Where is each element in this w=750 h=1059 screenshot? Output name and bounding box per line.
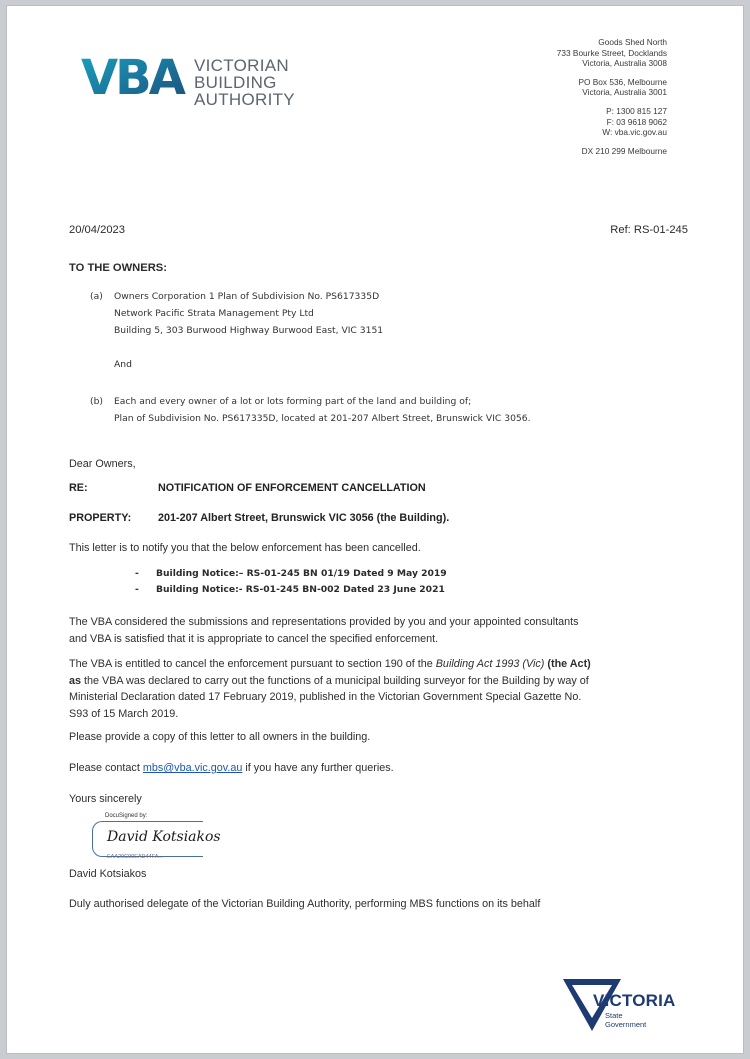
re-label: RE: xyxy=(69,482,88,494)
address-block xyxy=(557,37,667,156)
list-item: - Building Notice:- RS-01-245 BN-002 Dated 23 June 2021 xyxy=(135,584,445,595)
letter-page xyxy=(6,5,744,1054)
contact-paragraph: Please contact mbs@vba.vic.gov.au if you have any further queries. xyxy=(69,762,394,774)
paragraph-1: The VBA considered the submissions and representations provided by you and your appointed consultants and VBA is satisfied that it is appropriate to cancel the specified enforcement. xyxy=(69,616,579,645)
recipient-a-line: Building 5, 303 Burwood Highway Burwood East, VIC 3151 xyxy=(114,325,384,336)
paragraph-3: Please provide a copy of this letter to all owners in the building. xyxy=(69,731,371,743)
recipient-a-line: Owners Corporation 1 Plan of Subdivision No. PS617335D xyxy=(114,291,380,302)
and-text: And xyxy=(114,359,132,370)
contact-details: P: 1300 815 127 F: 03 9618 9062 W: vba.vic.gov.au xyxy=(602,105,667,138)
victoria-wordmark: VICTORIA xyxy=(593,991,676,1010)
recipient-a-line: Network Pacific Strata Management Pty Ltd xyxy=(114,308,314,319)
docusign-header: DocuSigned by: xyxy=(105,813,148,819)
enforcement-list xyxy=(135,566,447,598)
signatory-name: David Kotsiakos xyxy=(69,868,147,880)
property-label: PROPERTY: xyxy=(69,512,132,524)
street-address: Goods Shed North 733 Bourke Street, Docklands Victoria, Australia 3008 xyxy=(556,37,667,69)
to-owners-heading: TO THE OWNERS: xyxy=(69,262,167,274)
letter-date: 20/04/2023 xyxy=(69,224,125,236)
closing: Yours sincerely xyxy=(69,793,142,805)
signature: David Kotsiakos xyxy=(107,829,221,845)
postal-address: PO Box 536, Melbourne Victoria, Australia 3001 xyxy=(578,76,667,98)
list-item: - Building Notice:– RS-01-245 BN 01/19 Dated 9 May 2019 xyxy=(135,568,447,579)
recipient-b-line: Plan of Subdivision No. PS617335D, located at 201-207 Albert Street, Brunswick VIC 3056. xyxy=(114,413,531,424)
paragraph-2: The VBA is entitled to cancel the enforcement pursuant to section 190 of the Building Act 1993 (Vic) (the Act) as the VBA was declared to carry out the functions of a municipal building surveyor for the Building by way of Ministerial Declaration dated 17 February 2019, published in the Victorian Government Special Gazette No. S93 of 15 March 2019. xyxy=(69,658,591,720)
vba-logo-wordmark: VICTORIAN BUILDING AUTHORITY xyxy=(194,56,295,109)
vba-logo xyxy=(81,48,301,118)
re-subject: NOTIFICATION OF ENFORCEMENT CANCELLATION xyxy=(158,482,426,494)
signatory-title: Duly authorised delegate of the Victorian Building Authority, performing MBS functions on its behalf xyxy=(69,898,541,910)
svg-text:VBA: VBA xyxy=(81,50,183,100)
dx-number: DX 210 299 Melbourne xyxy=(581,145,667,156)
email-link[interactable]: mbs@vba.vic.gov.au xyxy=(142,762,243,774)
property-value: 201-207 Albert Street, Brunswick VIC 3056 (the Building). xyxy=(158,512,450,524)
reference-number: Ref: RS-01-245 xyxy=(610,224,688,236)
recipient-b-label: (b) xyxy=(90,396,104,407)
vba-logo-mark xyxy=(81,48,189,100)
victoria-government-logo xyxy=(563,972,683,1042)
recipient-b-line: Each and every owner of a lot or lots forming part of the land and building of; xyxy=(114,396,472,407)
state-government-text: State Government xyxy=(605,1011,647,1029)
recipient-a-label: (a) xyxy=(90,291,103,302)
salutation: Dear Owners, xyxy=(69,458,136,470)
signature-id: EAA20C99EAD44FA... xyxy=(107,854,163,860)
intro-text: This letter is to notify you that the below enforcement has been cancelled. xyxy=(69,542,421,554)
